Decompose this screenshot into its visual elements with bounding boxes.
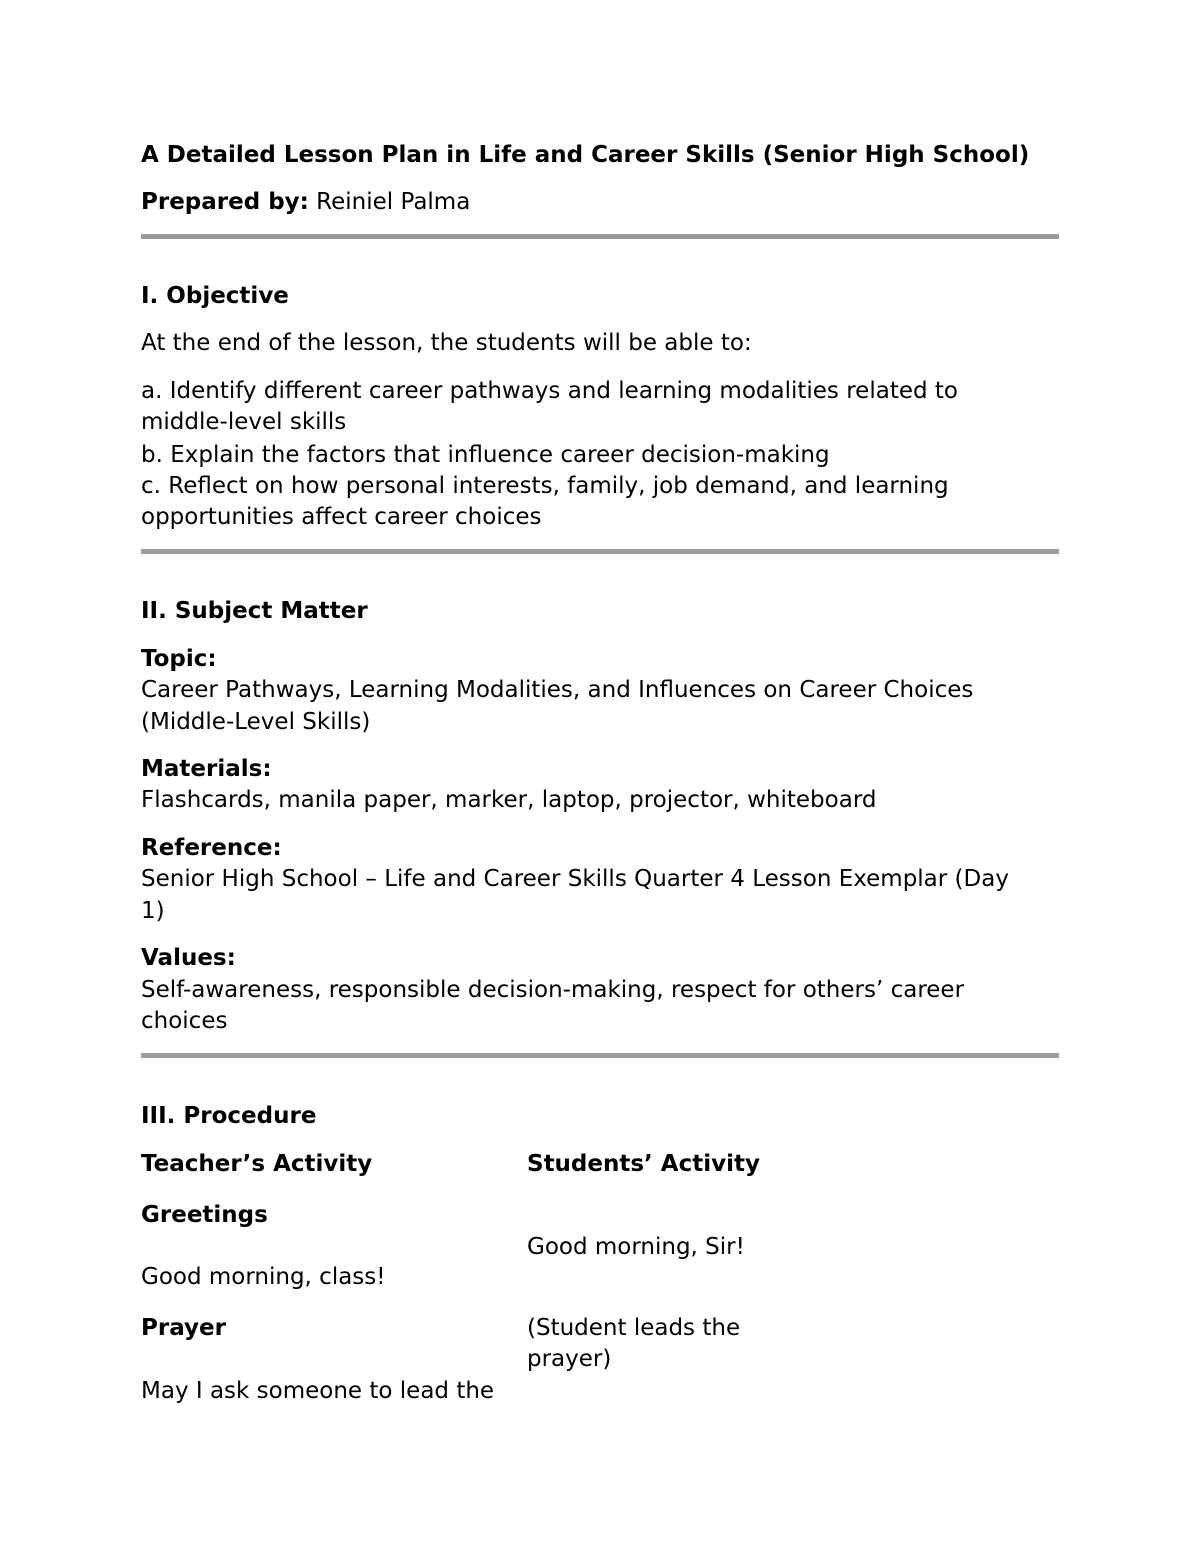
values-label: Values: (141, 945, 236, 971)
topic-label: Topic: (141, 646, 217, 672)
prayer-label: Prayer (141, 1315, 226, 1341)
prayer-student-line-2: prayer) (527, 1346, 612, 1372)
teacher-activity-header: Teacher’s Activity (141, 1151, 373, 1177)
values-line-1: Self-awareness, responsible decision-making, respect for others’ career (141, 977, 965, 1003)
reference-line-2: 1) (141, 898, 165, 924)
objective-item-c-line-2: opportunities affect career choices (141, 504, 542, 530)
prayer-teacher-line: May I ask someone to lead the (141, 1378, 495, 1404)
section-divider (141, 234, 1059, 239)
greetings-label: Greetings (141, 1202, 268, 1228)
greetings-teacher-line: Good morning, class! (141, 1264, 386, 1290)
procedure-heading: III. Procedure (141, 1103, 317, 1129)
document-title: A Detailed Lesson Plan in Life and Career Skills (Senior High School) (141, 142, 1030, 168)
reference-line-1: Senior High School – Life and Career Skills Quarter 4 Lesson Exemplar (Day (141, 866, 1009, 892)
prepared-by-name: Reiniel Palma (316, 189, 471, 215)
students-activity-header: Students’ Activity (527, 1151, 760, 1177)
topic-line-1: Career Pathways, Learning Modalities, and Influences on Career Choices (141, 677, 974, 703)
objective-item-b: b. Explain the factors that influence career decision-making (141, 442, 830, 468)
objective-item-a-line-2: middle-level skills (141, 409, 347, 435)
topic-line-2: (Middle-Level Skills) (141, 709, 371, 735)
materials-text: Flashcards, manila paper, marker, laptop, projector, whiteboard (141, 787, 877, 813)
objective-item-c-line-1: c. Reflect on how personal interests, family, job demand, and learning (141, 473, 949, 499)
prepared-by-label: Prepared by: (141, 189, 309, 215)
prepared-by-line (141, 187, 470, 218)
subject-matter-heading: II. Subject Matter (141, 598, 368, 624)
greetings-student-response: Good morning, Sir! (527, 1234, 745, 1260)
objective-intro: At the end of the lesson, the students will be able to: (141, 330, 752, 356)
reference-label: Reference: (141, 835, 282, 861)
materials-label: Materials: (141, 756, 272, 782)
section-divider (141, 1053, 1059, 1058)
objective-item-a-line-1: a. Identify different career pathways and learning modalities related to (141, 378, 958, 404)
values-line-2: choices (141, 1008, 228, 1034)
section-divider (141, 549, 1059, 554)
prayer-student-line-1: (Student leads the (527, 1315, 741, 1341)
objective-heading: I. Objective (141, 283, 289, 309)
